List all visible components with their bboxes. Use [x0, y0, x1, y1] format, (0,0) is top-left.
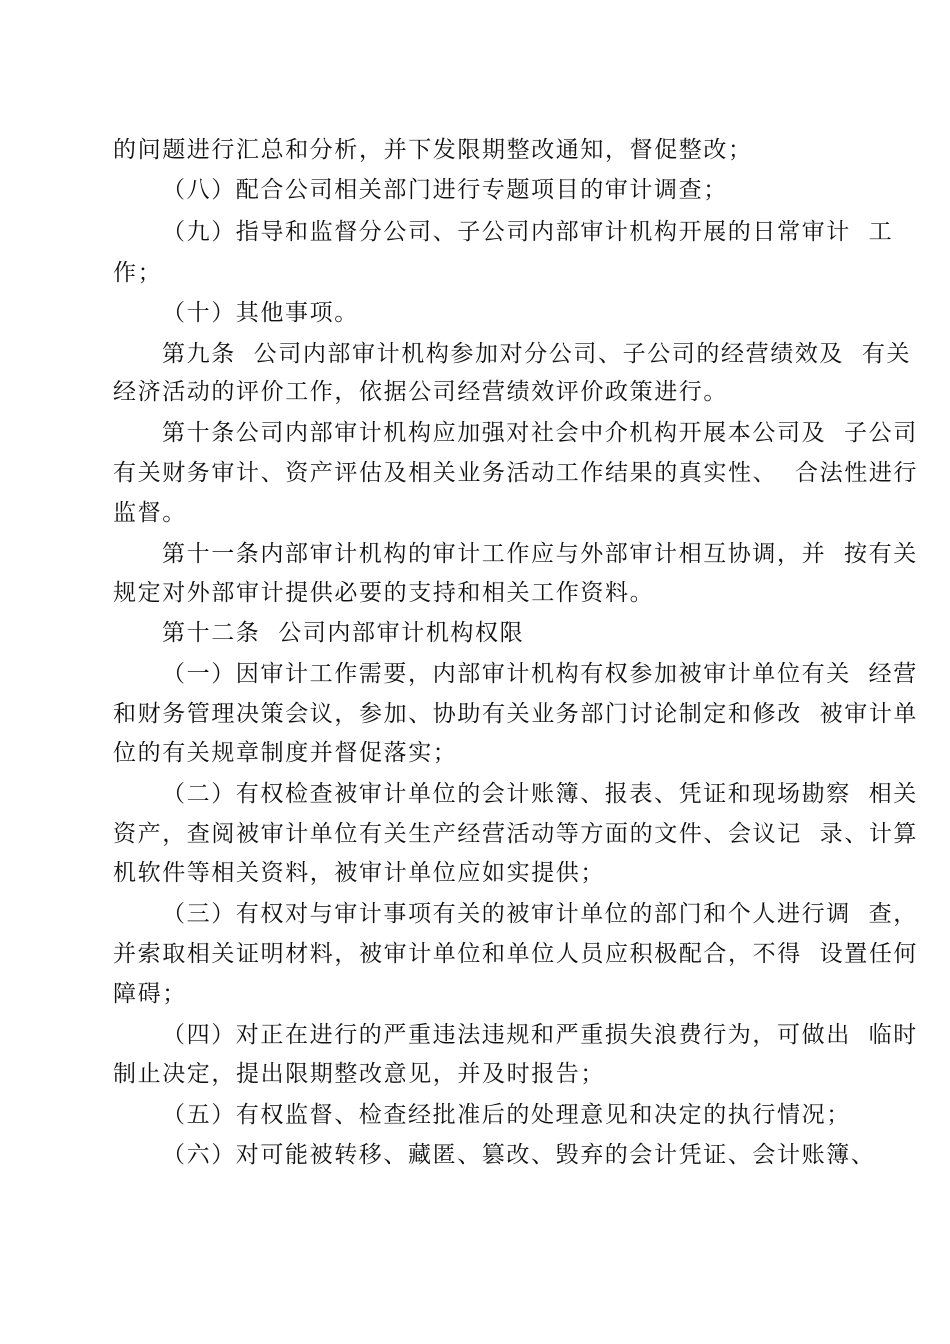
paragraph-line: （九）指导和监督分公司、子公司内部审计机构开展的日常审计 工 [162, 219, 894, 245]
paragraph-line: 经济活动的评价工作，依据公司经营绩效评价政策进行。 [113, 379, 728, 405]
paragraph-line: （五）有权监督、检查经批准后的处理意见和决定的执行情况； [162, 1102, 851, 1128]
paragraph-line: 监督。 [113, 500, 187, 526]
paragraph-line: 第十一条内部审计机构的审计工作应与外部审计相互协调，并 按有关 [162, 541, 918, 567]
paragraph-line: （六）对可能被转移、藏匿、篡改、毁弃的会计凭证、会计账簿、 [162, 1142, 876, 1168]
paragraph-line: （一）因审计工作需要，内部审计机构有权参加被审计单位有关 经营 [162, 661, 918, 687]
paragraph-line: 资产，查阅被审计单位有关生产经营活动等方面的文件、会议记 录、计算 [113, 821, 919, 847]
paragraph-line: （二）有权检查被审计单位的会计账簿、报表、凭证和现场勘察 相关 [162, 781, 918, 807]
paragraph-line: （三）有权对与审计事项有关的被审计单位的部门和个人进行调 查， [162, 901, 918, 927]
paragraph-line: 规定对外部审计提供必要的支持和相关工作资料。 [113, 580, 655, 606]
paragraph-line: 制止决定，提出限期整改意见，并及时报告； [113, 1061, 605, 1087]
paragraph-line: 位的有关规章制度并督促落实； [113, 740, 458, 766]
paragraph-line: 作； [113, 260, 163, 286]
paragraph-line: （八）配合公司相关部门进行专题项目的审计调查； [162, 177, 728, 203]
paragraph-line: 的问题进行汇总和分析，并下发限期整改通知，督促整改； [113, 137, 753, 163]
paragraph-line: 第十二条 公司内部审计机构权限 [162, 620, 525, 646]
paragraph-line: 并索取相关证明材料，被审计单位和单位人员应积极配合，不得 设置任何 [113, 941, 919, 967]
paragraph-line: 和财务管理决策会议，参加、协助有关业务部门讨论制定和修改 被审计单 [113, 701, 919, 727]
paragraph-line: （十）其他事项。 [162, 300, 359, 326]
paragraph-line: 机软件等相关资料，被审计单位应如实提供； [113, 860, 605, 886]
paragraph-line: 障碍； [113, 981, 187, 1007]
paragraph-line: 有关财务审计、资产评估及相关业务活动工作结果的真实性、 合法性进行 [113, 460, 919, 486]
paragraph-line: 第十条公司内部审计机构应加强对社会中介机构开展本公司及 子公司 [162, 420, 918, 446]
paragraph-line: （四）对正在进行的严重违法违规和严重损失浪费行为，可做出 临时 [162, 1022, 918, 1048]
paragraph-line: 第九条 公司内部审计机构参加对分公司、子公司的经营绩效及 有关 [162, 341, 912, 367]
